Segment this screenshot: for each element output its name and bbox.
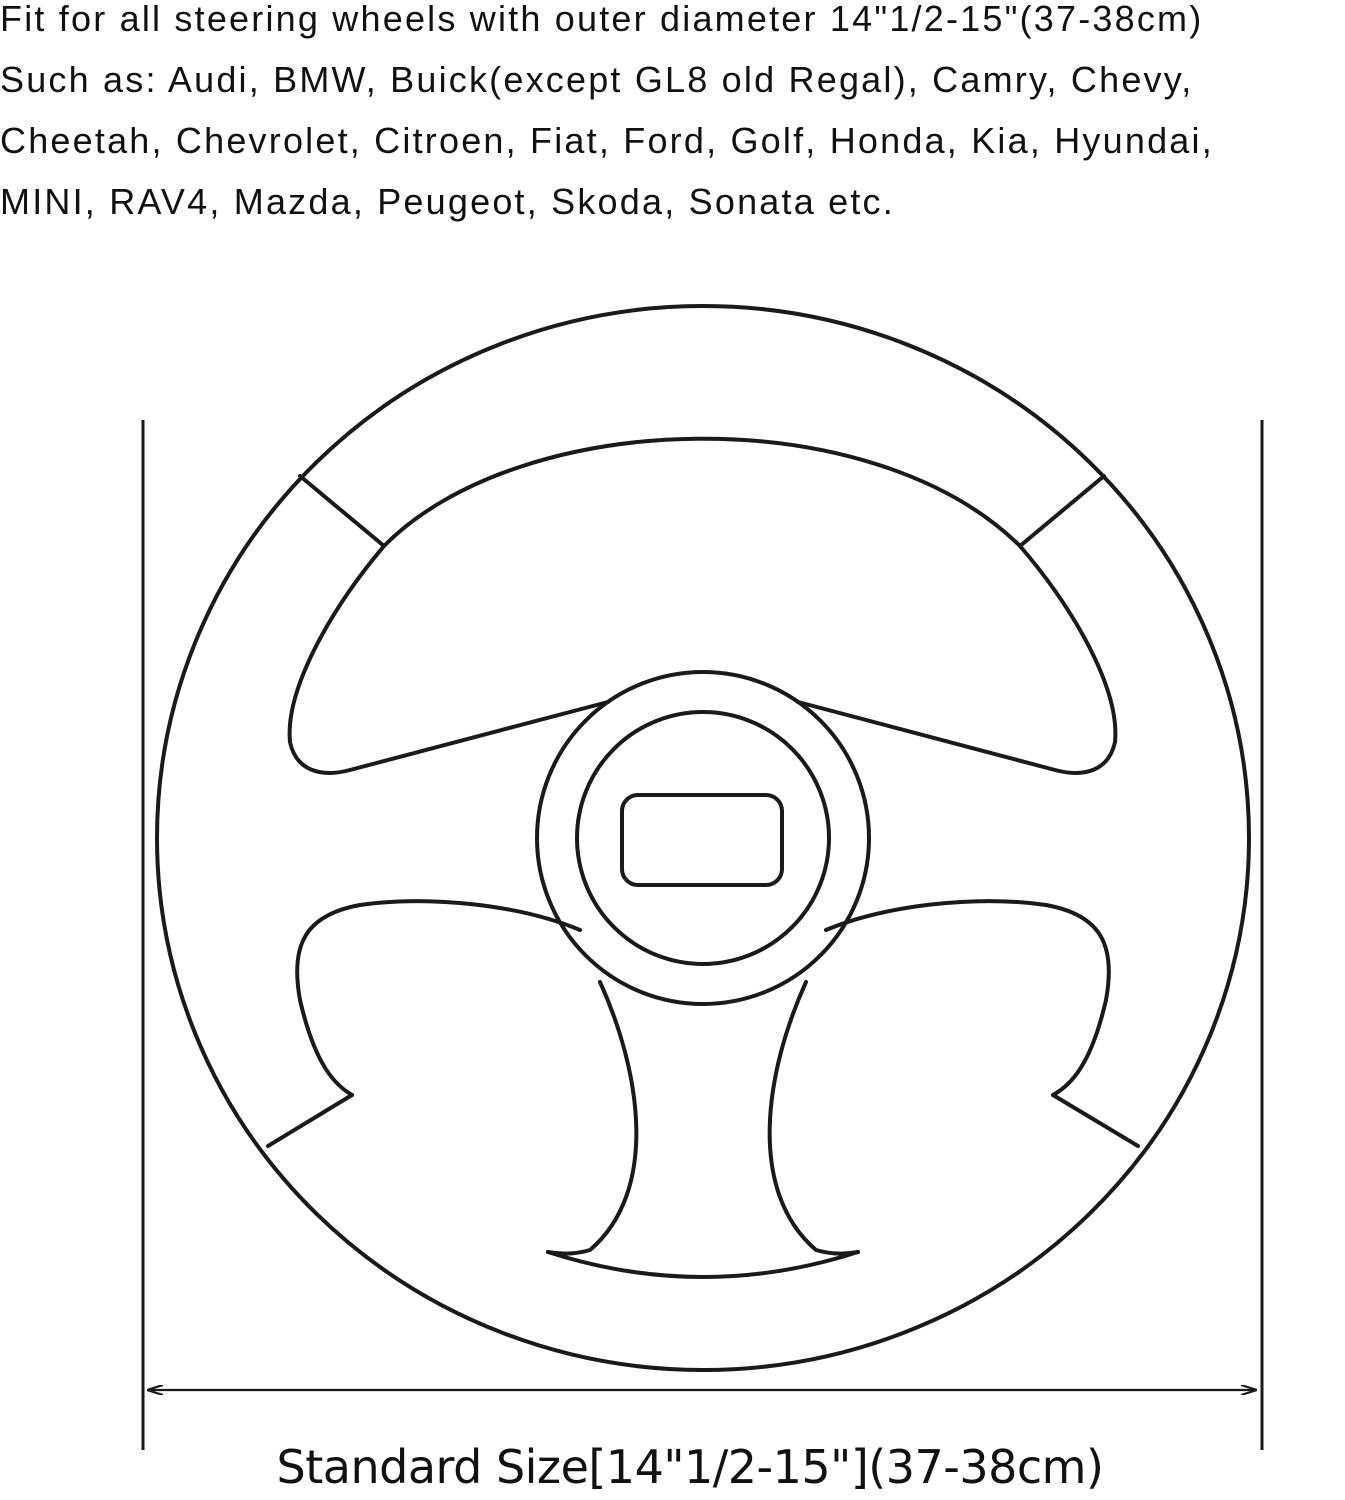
lower-right-opening bbox=[826, 901, 1109, 1095]
grip-band-upper-right bbox=[1020, 476, 1104, 546]
compatibility-line: Such as: Audi, BMW, Buick(except GL8 old Regal), Camry, Chevy, bbox=[0, 59, 1194, 100]
horn-badge bbox=[622, 795, 782, 885]
grip-band-upper-left bbox=[300, 476, 384, 546]
lower-left-opening bbox=[297, 901, 580, 1095]
wheel-inner-rim-top bbox=[384, 439, 1020, 546]
compatibility-line: Cheetah, Chevrolet, Citroen, Fiat, Ford, Golf, Honda, Kia, Hyundai, bbox=[0, 120, 1214, 161]
wheel-outer-rim bbox=[157, 306, 1249, 1370]
size-caption: Standard Size[14"1/2-15"](37-38cm) bbox=[276, 1440, 1104, 1494]
grip-band-lower-left bbox=[268, 1095, 352, 1146]
lower-right-spoke-edge bbox=[770, 982, 858, 1254]
upper-left-opening bbox=[290, 546, 608, 773]
grip-band-lower-right bbox=[1053, 1095, 1138, 1146]
wheel-inner-rim-bottom bbox=[548, 1252, 858, 1277]
hub-inner-ring bbox=[577, 712, 829, 964]
upper-right-opening bbox=[798, 546, 1115, 773]
compatibility-line: Fit for all steering wheels with outer diameter 14"1/2-15"(37-38cm) bbox=[0, 0, 1204, 39]
compatibility-line: MINI, RAV4, Mazda, Peugeot, Skoda, Sonata etc. bbox=[0, 181, 895, 222]
lower-left-spoke-edge bbox=[548, 982, 636, 1254]
hub-outer-ring bbox=[537, 672, 869, 1004]
